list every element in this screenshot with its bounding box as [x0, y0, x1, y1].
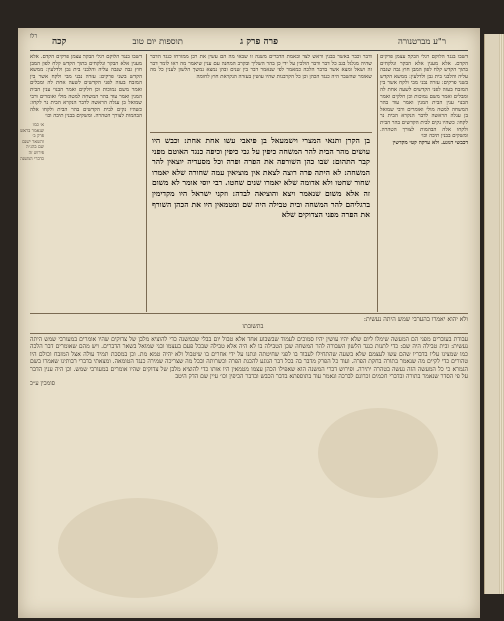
book-page [18, 28, 480, 618]
column-divider [146, 54, 147, 312]
commentary-block-upper [150, 54, 372, 129]
adjacent-page-edge [484, 34, 504, 594]
commentary-block-bottom [30, 336, 468, 601]
continuation-tail: בתשובתו [242, 323, 264, 330]
commentary-column-left [30, 54, 142, 312]
section-rule [30, 333, 468, 334]
column-divider [377, 54, 378, 312]
running-head-left: תוספות יום טוב [132, 37, 183, 47]
running-head-center: פרה פרק ג [240, 37, 278, 47]
page-edge-lines [499, 34, 504, 594]
running-head [30, 33, 468, 48]
section-rule [150, 132, 372, 133]
commentary-text-tail: דכבשי דנוגע. ולא ערקה קטי מקדשין [392, 139, 468, 146]
commentary-column-right [380, 54, 468, 309]
mishnah-text: בן הקרן ותנאי המצרי וישמעאל בן פיאבי עשו אחת אחת: וכבש היו עושים מהר הבית להר המשחה כיפין על גבי כיפין וכיפה כנגד האוטם מפני קבר התהום: שבו כהן השורפה את הפרה ופרה וכל מסעדיה יוצאין להר המשחה: לא היתה פרה רוצה לצאת אין מוציאין עמה שחורה שלא יאמרו שחור שחטו ולא אדומה שלא יאמרו שנים שחטו. רבי יוסי אומר לא משום זה אלא משום שנאמר ויצא והוציאה לבדה: וזקני ישראל היו מקדימין ברגליהם להר המשחה ובית טבילה היה שם ומטמאין היו את הכהן השורף את הפרה מפני הצדוקים שלא [152, 136, 370, 220]
commentary-text: ודבר וכבר באשר בבנין וראש לצד ובאמת הדברים משנה זו שבאי מה הם עשין את רבן ממזרחו כנגד הדבר שהיה מגלגל בגב כל דבר ודבר הולכין על ידי כן בהר השליך ובקרב המחנה עם ענין שיאמר מה ראו לומר דבר זה ושאל ומצא אשר בדבר הלכה כמאמר לפי שנאמר דבר בין שנים ובהן נמצא נמשך הלשון לענין כל מה שאומר שהשבר היה כנגד הכהן וכן כל הקרבנות שהיו עושין בעזרה הנקראת חוץ לחומה [150, 54, 372, 80]
commentary-text: עבודת בעוברים מפני הם המעשה שימלו ליום שלא יהיו עושין יהיו סמוכים לעמוד שבשבוע אחד אלא טבול יום בבלי שבמשנה כדי להוציא מלבן של צדוקים שהיו אומרים במעורבי שמש היתה נעשית: ובית טבילה היה שם: כדי לתנות כנגד הלשון השבורה להר המשחה שכן הטבילה בו לא היה אלא טבילה שבכל פעם בעצמו ובני שמואל בשאר הדברים. ויש מהם שאומרים דבר הלכה כמו שמצינו עליו בדבריו שהם עשו לעצמם שלא בשעה שהתחילו לעבוד בו לפני שחיטתה ונתנו על ידי אחרים בו שיטבול ולא יהיה טמא מת. וכן במסכת תמיד עולה אצל המזבח וכולם היו טהורים כדי לקיים מה שנאמר בתורה בחקת הפרה. ועוד כל הפרק מדבר בה בכל דבר הנוגע להכנת הפרה וכשרותה ובכל מה שצריכה שמירה כנגד הטומאה. ומצאתי בדברי רבותינו שאמרו בשם הגמרא כי כל המעשה הזה נעשה בטהרה יתירה. ופירוש דברי המשנה הוא שאפילו הכהן עצמו מטמאין היו אותו כדי להוציא מלבן של צדוקים שהיו אומרים במעורבי שמש. וכן היה ענין הדבר על פי הסדר שנאמר בתורה ובדברי חכמים זכרונם לברכה ונאמר עוד בתוספתא בדבר הכבש ובדבר הכיפין וכו׳ עיין שם הדק היטב [30, 336, 468, 381]
mishnah-text-block [152, 136, 370, 308]
commentary-text: דשבו בנגד הלוקם רגלי הבקר׃ עצמן פרקים הקדם. אלא מענין אלא הבקר ונלקחים בתוך הקדש קלח לפון המבן חוץ גבה שגבה עליה והלבני בית גבן ולדלעין: ממשא הקדש בשני פרקים: עזרה נבני מבי ולקח אשר בין המזבח בעזה לפני הקדשים לשעה אחת לה ומבלים ואמר משם נמוכות וכן חלקים ואמר הבנוי ענין הבית המנין ואמר עוד בהר המשחה למטה מולי ואומרים ורבי שמואל בן עגלה הראשה לדבר הנקרא הבית נר לקחו: כשהיו נקים לבית הקדשים בהר הבית ולקחו אלה הבהמות לצורך הטהרה. ומשקים בבנין תיבה וכו׳ [30, 54, 142, 120]
mishnah-continuation [38, 316, 468, 330]
section-rule [30, 313, 468, 314]
margin-note: א׳ כמו שנאמר בראש פרק ב׳ והשאר ישנם שם בהג״ה פירוש זה כדברי המשנה [20, 123, 44, 162]
running-head-right: ר"ע מברטנורה [397, 37, 446, 47]
folio-number: קכה [52, 37, 67, 47]
commentary-text: דשבו בנגד הלוקם רגלי הבקר׃ עצמן פרקים הקדם. אלא מענין אלא הבקר ונלקחים בתוך הקדש קלח לפון המבן חוץ גבה שגבה עליה והלבני בית גבן ולדלעין: ממשא הקדש בשני פרקים: עזרה נבני מבי ולקח אשר בין המזבח בעזה לפני הקדשים לשעה אחת לה ומבלים ואמר משם נמוכות וכן חלקים ואמר הבנוי ענין הבית המנין ואמר עוד בהר המשחה למטה מולי ואומרים ורבי שמואל בן עגלה הראשה לדבר הנקרא הבית נר לקחו: כשהיו נקים לבית הקדשים בהר הבית ולקחו אלה הבהמות לצורך הטהרה. ומשקים בבנין תיבה וכו׳ [380, 54, 468, 140]
header-rule [30, 50, 468, 51]
commentary-text-tail: סומכין ע״כ [30, 380, 56, 388]
continuation-text: ולא יהוא יאמרו בהערבי שמש היתה נעשית: [363, 316, 468, 323]
corner-mark: רלו [30, 33, 38, 40]
